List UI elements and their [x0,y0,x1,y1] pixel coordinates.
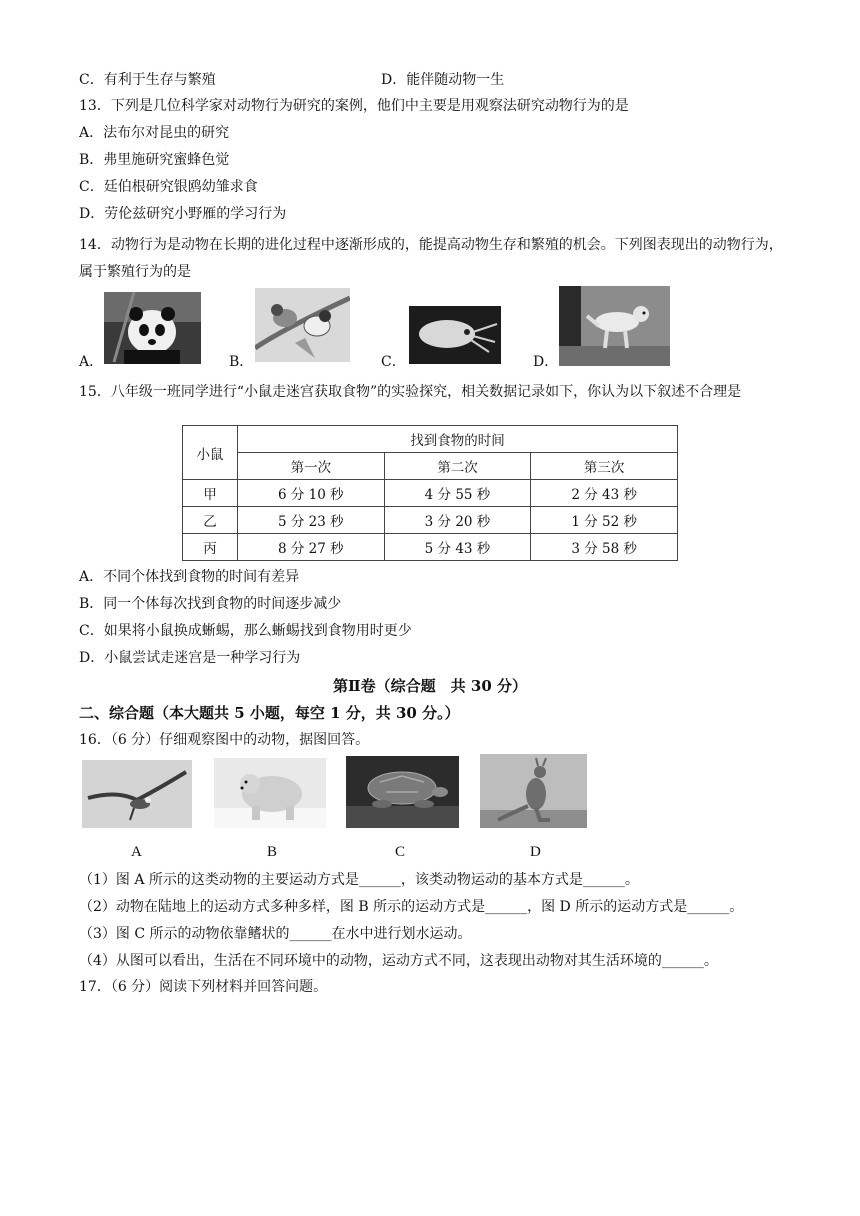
panda-photo-icon [104,292,201,364]
part2-section-heading: 二、综合题（本大题共 5 小题，每空 1 分，共 30 分。） [79,704,460,722]
q16-subquestion-2: （2）动物在陆地上的运动方式多种多样，图 B 所示的运动方式是______，图 D 所示的运动方式是______。 [79,899,744,915]
q14-image-panda [104,292,201,364]
q16-caption-a: A [131,844,142,860]
q16-caption-b: B [267,844,278,860]
table-row [183,480,678,507]
q15-stem: 15．八年级一班同学进行“小鼠走迷宫获取食物”的实验探究，相关数据记录如下，你认为以下叙述不合理是 [79,384,742,400]
q14-image-squid [409,306,501,364]
turtle-photo-icon [346,756,459,828]
table-column-header: 第二次 [384,453,531,480]
table-row [183,507,678,534]
table-cell: 5 分 23 秒 [238,507,385,534]
table-column-header: 第三次 [531,453,678,480]
table-cell: 8 分 27 秒 [238,534,385,561]
q12-option-d: D．能伴随动物一生 [381,72,505,88]
q16-image-eagle [82,760,192,828]
q16-caption-d: D [530,844,541,860]
table-cell: 6 分 10 秒 [238,480,385,507]
table-cell: 3 分 58 秒 [531,534,678,561]
q14-stem: 14．动物行为是动物在长期的进化过程中逐渐形成的，能提高动物生存和繁殖的机会。下列图表现出的动物行为，属于繁殖行为的是 [79,237,783,280]
kangaroo-photo-icon [480,754,587,828]
birds-photo-icon [255,288,350,362]
q15-option-c: C．如果将小鼠换成蜥蜴，那么蜥蜴找到食物用时更少 [79,623,412,639]
q15-option-b: B．同一个体每次找到食物的时间逐步减少 [79,596,342,612]
table-cell: 5 分 43 秒 [384,534,531,561]
squid-photo-icon [409,306,501,364]
table-cell: 2 分 43 秒 [531,480,678,507]
table-row [183,534,678,561]
dog-photo-icon [559,286,670,366]
table-column-header: 第一次 [238,453,385,480]
q13-option-c: C．廷伯根研究银鸥幼雏求食 [79,179,258,195]
q13-stem: 13．下列是几位科学家对动物行为研究的案例，他们中主要是用观察法研究动物行为的是 [79,98,629,114]
table-row-name: 甲 [183,480,238,507]
polar-bear-photo-icon [214,758,326,828]
q14-image-birds [255,288,350,362]
q12-option-c: C．有利于生存与繁殖 [79,72,216,88]
q13-option-a: A．法布尔对昆虫的研究 [79,125,230,141]
q16-subquestion-3: （3）图 C 所示的动物依靠鳍状的______在水中进行划水运动。 [79,926,472,942]
q16-image-turtle [346,756,459,828]
q14-label-d: D． [533,354,559,370]
table-cell: 1 分 52 秒 [531,507,678,534]
q16-image-kangaroo [480,754,587,828]
q17-stem: 17．（6 分）阅读下列材料并回答问题。 [79,979,328,995]
q16-stem: 16．（6 分）仔细观察图中的动物，据图回答。 [79,732,370,748]
q16-subquestion-1: （1）图 A 所示的这类动物的主要运动方式是______，该类动物运动的基本方式是______。 [79,872,639,888]
q15-option-a: A．不同个体找到食物的时间有差异 [79,569,300,585]
q13-option-d: D．劳伦兹研究小野雁的学习行为 [79,206,287,222]
eagle-photo-icon [82,760,192,828]
table-cell: 4 分 55 秒 [384,480,531,507]
table-row-name: 丙 [183,534,238,561]
table-row-name: 乙 [183,507,238,534]
q14-label-a: A． [79,354,104,370]
q13-option-b: B．弗里施研究蜜蜂色觉 [79,152,230,168]
table-row-header: 小鼠 [183,426,238,480]
q14-label-c: C． [381,354,406,370]
table-group-header: 找到食物的时间 [238,426,678,453]
part2-title: 第Ⅱ卷（综合题 共 30 分） [333,677,527,695]
q14-label-b: B． [229,354,254,370]
q16-subquestion-4: （4）从图可以看出，生活在不同环境中的动物，运动方式不同，这表现出动物对其生活环境的______。 [79,953,718,969]
q15-option-d: D．小鼠尝试走迷宫是一种学习行为 [79,650,301,666]
table-cell: 3 分 20 秒 [384,507,531,534]
q16-caption-c: C [395,844,406,860]
q15-data-table [182,425,678,561]
q16-image-polar-bear [214,758,326,828]
q14-image-dog [559,286,670,366]
